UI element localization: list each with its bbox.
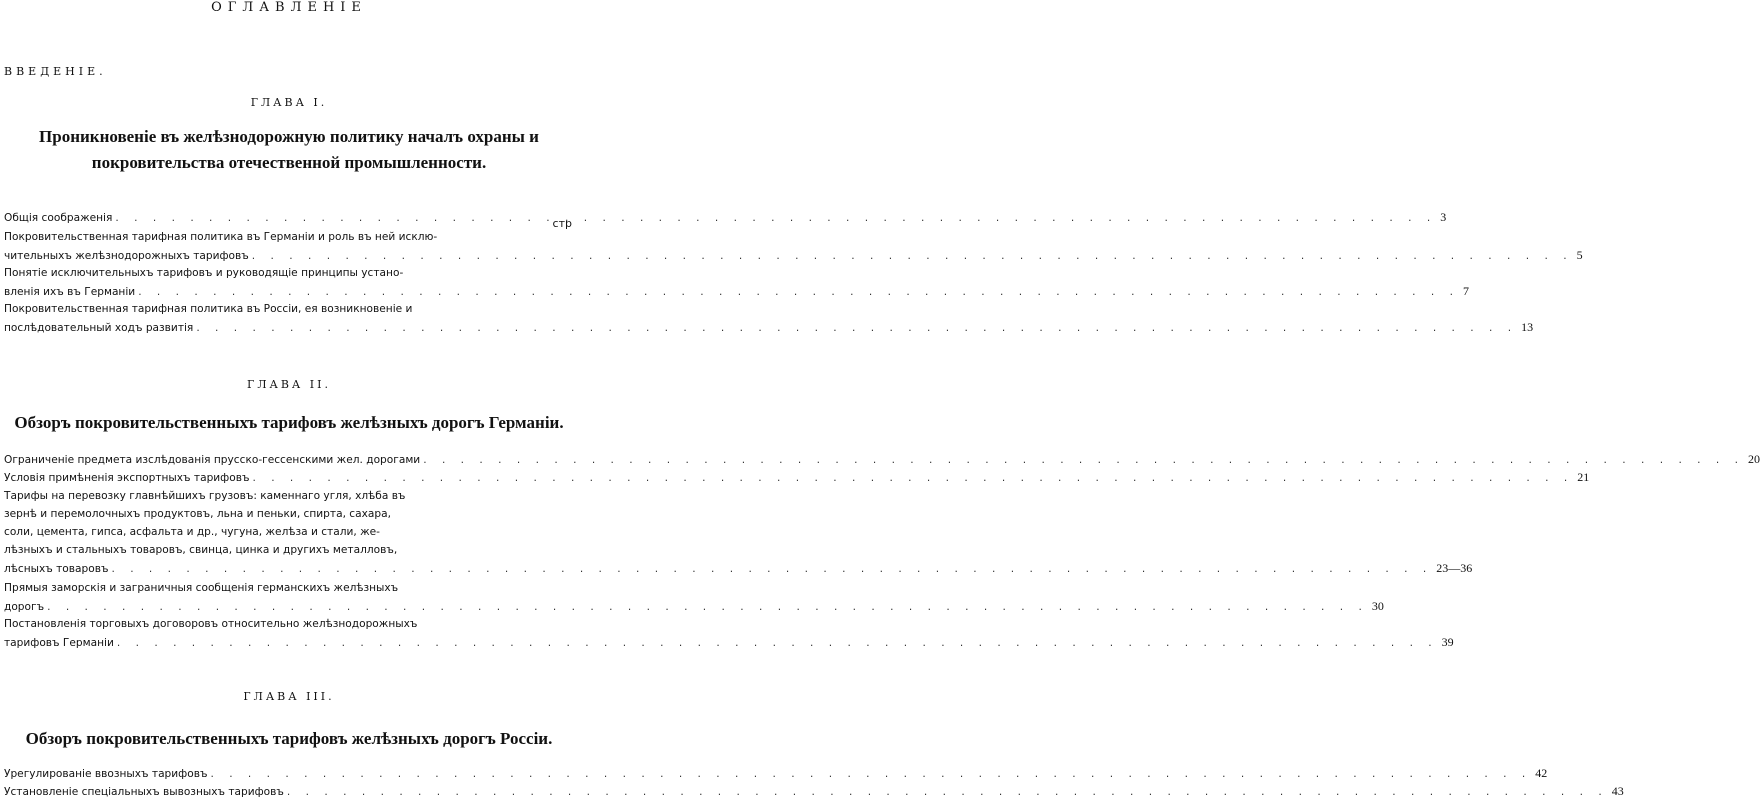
toc-entry-page: 13 [1521, 320, 1534, 334]
toc-entry-page: 3 [1440, 210, 1447, 224]
chapter-3-heading-line: Обзоръ покровительственныхъ тарифовъ желѣзныхъ дорогъ Россiи. [25, 729, 553, 748]
toc-entry [4, 228, 1583, 265]
toc-entry-page: 30 [1371, 599, 1384, 613]
chapter-1-heading-line: Проникновенiе въ желѣзнодорожную политику началъ охраны и [39, 127, 539, 146]
toc-entry-text: дорогъ [4, 601, 45, 613]
toc-title: ОГЛАВЛЕНIЕ [211, 0, 367, 15]
chapter-2-heading [4, 410, 574, 436]
toc-entry-text: Ограниченiе предмета изслѣдованiя прусско-гессенскими жел. дорогами [4, 454, 421, 466]
chapter-3-label: ГЛАВА III. [243, 690, 335, 703]
page-column-label: стр [552, 217, 572, 230]
toc-entry [4, 468, 1590, 487]
toc-entry-text: тарифовъ Германiи [4, 637, 114, 649]
toc-entry-text: вленiя ихъ въ Германiи [4, 286, 136, 298]
toc-entry [4, 579, 1384, 616]
toc-entry [4, 487, 1473, 578]
introduction-heading: ВВЕДЕНIЕ. [4, 65, 107, 78]
toc-entry-text: соли, цемента, гипса, асфальта и др., чугуна, желѣза и стали, же- [4, 526, 380, 538]
dot-leader [193, 319, 1517, 337]
toc-entry-text: Урегулированiе ввозныхъ тарифовъ [4, 768, 208, 780]
toc-entry-text: лѣзныхъ и стальныхъ товаровъ, свинца, цинка и другихъ металловъ, [4, 544, 398, 556]
toc-entry-page: 43 [1611, 784, 1624, 798]
toc-entry-page: 42 [1535, 766, 1548, 780]
toc-entry-text: Покровительственная тарифная политика въ Германiи и роль въ ней исклю- [4, 231, 438, 243]
toc-entry-text: Прямыя заморскiя и заграничныя сообщенiя германскихъ желѣзныхъ [4, 582, 399, 594]
toc-entry-page: 23—36 [1436, 561, 1473, 575]
dot-leader [44, 598, 1368, 616]
toc-entry-text: послѣдовательный ходъ развитiя [4, 322, 194, 334]
toc-entry-page: 5 [1576, 248, 1583, 262]
toc-entry [4, 264, 1469, 301]
dot-leader [420, 451, 1744, 469]
toc-entry-text: Общiя соображенiя [4, 212, 113, 224]
toc-entry [4, 764, 1548, 783]
toc-entry-page: 20 [1748, 452, 1760, 466]
toc-entry-text: Условiя примѣненiя экспортныхъ тарифовъ [4, 472, 250, 484]
toc-entry-page: 7 [1463, 284, 1469, 298]
toc-entry [4, 450, 1760, 469]
toc-entry-text: чительныхъ желѣзнодорожныхъ тарифовъ [4, 250, 249, 262]
dot-leader [207, 765, 1531, 783]
chapter-1-heading [4, 124, 574, 176]
toc-entry-text: зернѣ и перемолочныхъ продуктовъ, льна и пеньки, спирта, сахара, [4, 508, 391, 520]
toc-entry [4, 300, 1534, 337]
dot-leader [108, 560, 1432, 578]
chapter-1-label: ГЛАВА I. [250, 96, 328, 109]
toc-entry [4, 782, 1624, 801]
chapter-3-heading [4, 726, 574, 752]
chapter-2-heading-line: Обзоръ покровительственныхъ тарифовъ желѣзныхъ дорогъ Германiи. [14, 413, 564, 432]
dot-leader [249, 469, 1573, 487]
dot-leader [114, 634, 1438, 652]
chapter-2-label: ГЛАВА II. [247, 378, 331, 391]
toc-entry-text: Постановленiя торговыхъ договоровъ относительно желѣзнодорожныхъ [4, 618, 418, 630]
dot-leader [135, 283, 1459, 301]
toc-entry [4, 208, 1447, 227]
toc-entry [4, 615, 1454, 652]
dot-leader [112, 209, 1436, 227]
toc-entry-text: Установленiе спецiальныхъ вывозныхъ тарифовъ [4, 786, 284, 798]
toc-entry-text: Тарифы на перевозку главнѣйшихъ грузовъ: каменнаго угля, хлѣба въ [4, 490, 406, 502]
chapter-1-heading-line: покровительства отечественной промышленности. [91, 153, 487, 172]
dot-leader [284, 783, 1608, 801]
toc-entry-page: 39 [1441, 635, 1454, 649]
toc-entry-text: лѣсныхъ товаровъ [4, 563, 109, 575]
toc-entry-text: Покровительственная тарифная политика въ Россiи, ея возникновенiе и [4, 303, 413, 315]
dot-leader [249, 247, 1573, 265]
toc-entry-text: Понятiе исключительныхъ тарифовъ и руководящiе принципы устано- [4, 267, 404, 279]
toc-entry-page: 21 [1577, 470, 1590, 484]
